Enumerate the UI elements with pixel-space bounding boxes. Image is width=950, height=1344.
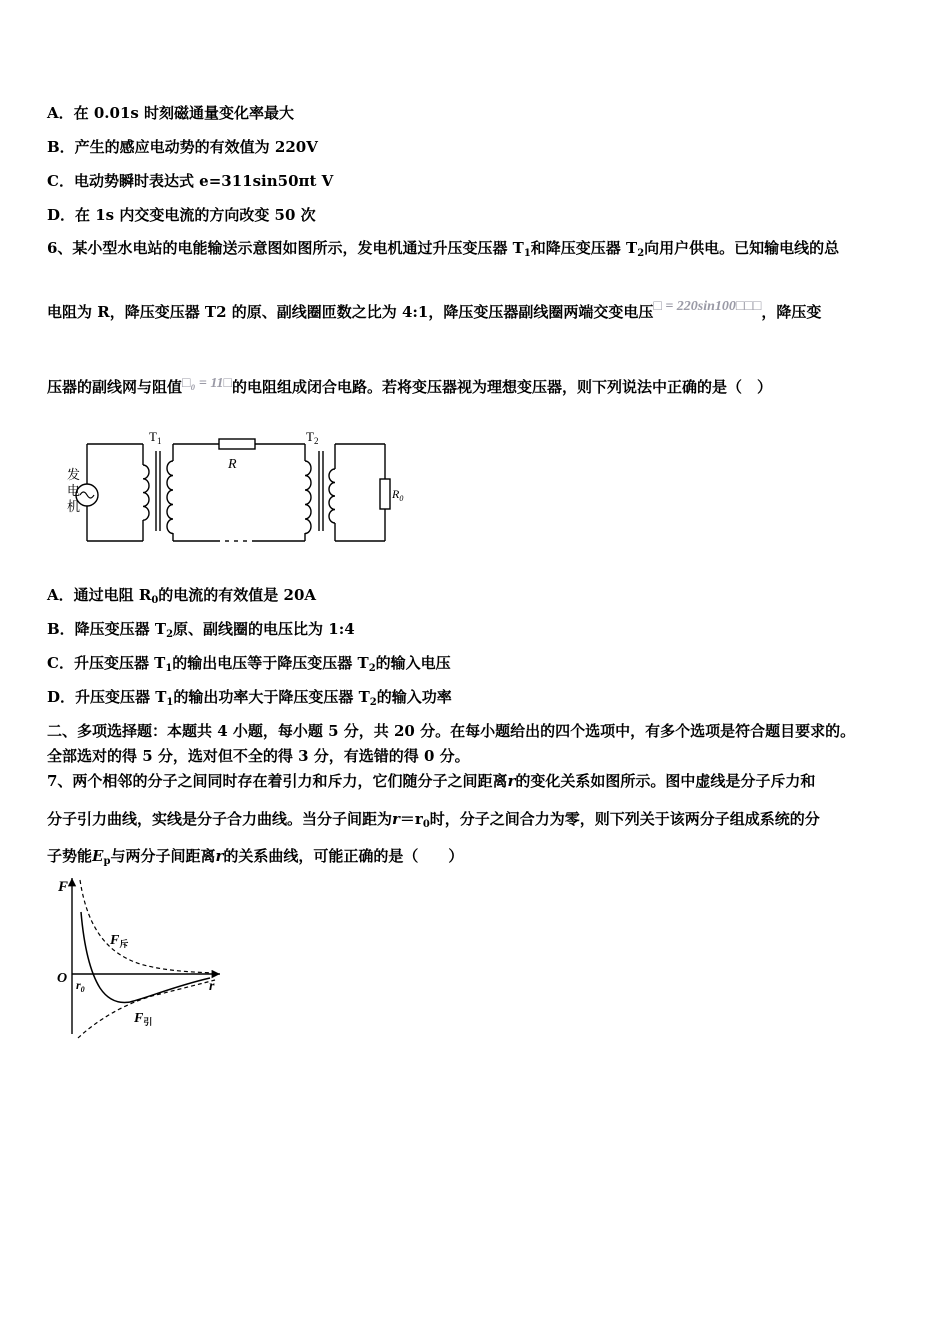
q6-option-b: B．降压变压器 $T_2$原、副线圈的电压比为 1:4 [47,620,355,640]
r0-label: $r_0$ [76,978,85,994]
q5-option-a: A．在 0.01s 时刻磁通量变化率最大 [47,104,295,122]
q5-option-d: D．在 1s 内交变电流的方向改变 50 次 [47,206,316,224]
voltage-equation: □ = 220sin100□□□ [653,299,762,314]
section2-heading-line2: 全部选对的得 5 分，选对但不全的得 3 分，有选错的得 0 分。 [47,747,470,765]
q6-option-a: A．通过电阻 $R_0$的电流的有效值是 20A [47,586,317,606]
q7-stem-line1: 7、两个相邻的分子之间同时存在着引力和斥力，它们随分子之间距离r的变化关系如图所示。图中虚线是分子斥力和 [47,772,816,790]
f-axis-label: F [58,879,69,895]
q6-stem-line3: 压器的副线网与阻值□₀ = 11□的电阻组成闭合电路。若将变压器视为理想变压器，则下列说法中正确的是（ ） [47,376,773,396]
generator-label-3: 机 [67,499,81,514]
molecular-force-graph [50,872,230,1047]
q7-stem-line3: 子势能$E_p$与两分子间距离r的关系曲线，可能正确的是（ ） [47,847,464,867]
q6-option-c: C．升压变压器 $T_1$的输出电压等于降压变压器 $T_2$的输入电压 [47,654,451,674]
t1-label: $T_1$ [149,429,162,446]
r-axis-label: r [209,979,215,994]
q5-option-c: C．电动势瞬时表达式 e=311sin50πt V [47,172,334,190]
generator-label-1: 发 [67,467,81,482]
attractive-force-curve [78,980,215,1038]
q7-stem-line2: 分子引力曲线，实线是分子合力曲线。当分子间距为$r=r_0$时，分子之间合力为零，则下列关于该两分子组成系统的分 [47,810,820,830]
attractive-force-label: $F_引$ [134,1011,153,1027]
line-resistor [219,439,255,449]
repulsive-force-label: $F_斥$ [110,933,129,949]
power-transmission-circuit-figure [55,425,415,550]
resultant-force-curve [81,912,210,1002]
q6-stem-line2: 电阻为 R，降压变压器 T2 的原、副线圈匝数之比为 4:1，降压变压器副线圈两端交变电压□ = 220sin100□□□，降压变 [47,299,822,321]
q6-option-d: D．升压变压器 $T_1$的输出功率大于降压变压器 $T_2$的输入功率 [47,688,452,708]
load-resistor [380,479,390,509]
generator-label-2: 电 [67,483,81,498]
resistance-equation: □₀ = 11□ [182,376,233,391]
line-resistor-label: R [228,457,237,472]
repulsive-force-curve [80,880,215,973]
section2-heading-line1: 二、多项选择题：本题共 4 小题，每小题 5 分，共 20 分。在每小题给出的四个选项中，有多个选项是符合题目要求的。 [47,722,856,740]
t2-label: $T_2$ [306,429,319,446]
q6-stem-line1: 6、某小型水电站的电能输送示意图如图所示，发电机通过升压变压器 $T_1$和降压变压器 $T_2$向用户供电。已知输电线的总 [47,239,840,259]
q5-option-b: B．产生的感应电动势的有效值为 220V [47,138,318,156]
load-resistor-label: $R_0$ [392,487,404,503]
origin-label: O [57,971,68,986]
